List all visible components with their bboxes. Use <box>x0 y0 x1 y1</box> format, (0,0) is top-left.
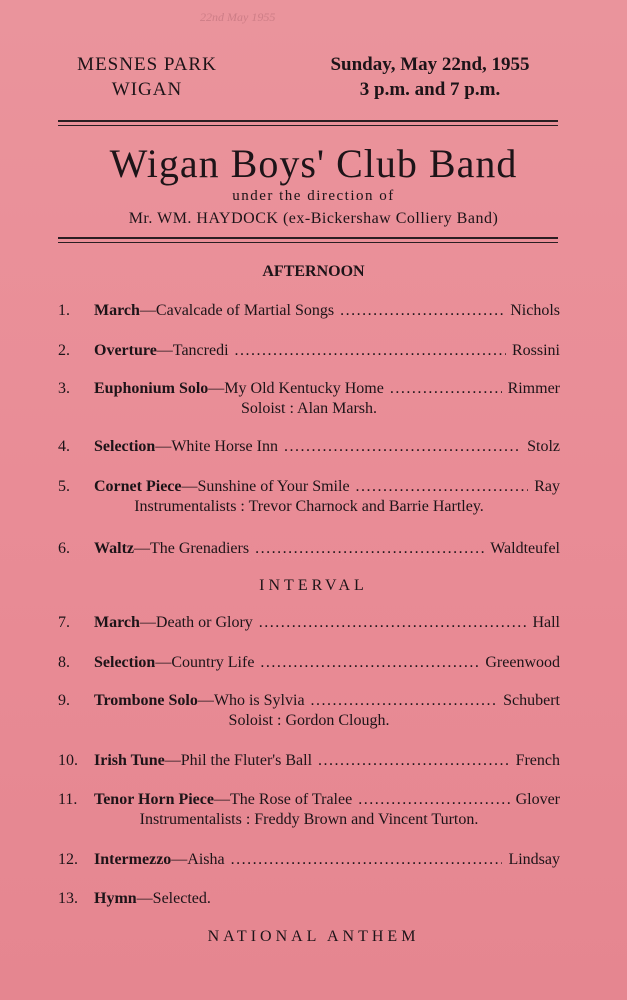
item-title: Selected. <box>152 890 211 907</box>
item-category: March <box>94 302 140 319</box>
programme-item: 3. Euphonium Solo — My Old Kentucky Home ..... Rimmer Soloist : Alan Marsh. <box>58 380 560 418</box>
item-number: 2. <box>58 342 70 359</box>
concert-date: Sunday, May 22nd, 1955 <box>330 54 530 75</box>
item-number: 5. <box>58 478 70 495</box>
item-number: 13. <box>58 890 78 907</box>
item-performers: Instrumentalists : Freddy Brown and Vincent Turton. <box>139 811 479 828</box>
item-category: Euphonium Solo <box>94 380 209 397</box>
item-composer: Lindsay <box>508 851 560 868</box>
item-performers: Soloist : Gordon Clough. <box>228 712 390 729</box>
item-number: 4. <box>58 438 70 455</box>
item-number: 1. <box>58 302 70 319</box>
item-performers: Instrumentalists : Trevor Charnock and Barrie Hartley. <box>134 498 484 515</box>
item-title: Who is Sylvia <box>213 692 305 709</box>
item-number: 10. <box>58 752 78 769</box>
item-number: 8. <box>58 654 70 671</box>
item-number: 11. <box>58 791 78 808</box>
item-title: Country Life <box>171 654 255 671</box>
date-time <box>290 52 570 102</box>
programme-item: 9. Trombone Solo — Who is Sylvia ..... Schubert Soloist : Gordon Clough. <box>58 692 560 730</box>
director-line: Mr. WM. HAYDOCK (ex-Bickershaw Colliery Band) <box>128 210 499 227</box>
programme-item: 8. Selection — Country Life ..... Greenwood <box>58 654 560 672</box>
item-composer: Schubert <box>503 692 560 709</box>
header-rule-top <box>58 120 558 122</box>
item-number: 7. <box>58 614 70 631</box>
item-category: Selection <box>94 438 156 455</box>
section-heading-afternoon: AFTERNOON <box>262 263 365 280</box>
item-title: Death or Glory <box>155 614 253 631</box>
title-rule-bottom <box>58 242 558 243</box>
item-number: 12. <box>58 851 78 868</box>
programme-item: 4. Selection — White Horse Inn ..... Stolz <box>58 438 560 456</box>
programme-item: 7. March — Death or Glory ..... Hall <box>58 614 560 632</box>
item-title: The Rose of Tralee <box>229 791 353 808</box>
item-composer: Hall <box>532 614 560 631</box>
item-composer: Rimmer <box>507 380 560 397</box>
item-category: Hymn <box>94 890 137 907</box>
item-category: Overture <box>94 342 157 359</box>
programme-item: 13. Hymn — Selected. <box>58 890 211 907</box>
item-performers: Soloist : Alan Marsh. <box>240 400 377 417</box>
item-composer: Waldteufel <box>490 540 560 557</box>
venue-line-1: MESNES PARK <box>77 54 217 75</box>
programme-item: 2. Overture — Tancredi ..... Rossini <box>58 342 560 360</box>
concert-times: 3 p.m. and 7 p.m. <box>359 79 501 100</box>
item-category: Irish Tune <box>94 752 165 769</box>
item-composer: Rossini <box>511 342 560 359</box>
item-title: Aisha <box>187 851 225 868</box>
item-category: Tenor Horn Piece <box>94 791 214 808</box>
programme-item: 5. Cornet Piece — Sunshine of Your Smile ..... Ray Instrumentalists : Trevor Charnock and Barrie Hartley. <box>58 478 560 516</box>
item-composer: Glover <box>515 791 560 808</box>
title-rule-top <box>58 237 558 239</box>
anthem-heading: NATIONAL ANTHEM <box>207 928 420 945</box>
item-category: Trombone Solo <box>94 692 198 709</box>
venue <box>52 52 242 102</box>
item-title: My Old Kentucky Home <box>224 380 384 397</box>
programme-item: 1. March — Cavalcade of Martial Songs ..... Nichols <box>58 302 560 320</box>
item-composer: French <box>515 752 560 769</box>
item-composer: Ray <box>534 478 560 495</box>
item-title: The Grenadiers <box>150 540 250 557</box>
item-number: 6. <box>58 540 70 557</box>
item-title: Tancredi <box>172 342 229 359</box>
programme-item: 10. Irish Tune — Phil the Fluter's Ball ..... French <box>58 752 560 770</box>
interval-heading: INTERVAL <box>259 577 368 594</box>
programme-item: 6. Waltz — The Grenadiers ..... Waldteufel <box>58 540 560 558</box>
direction-caption: under the direction of <box>232 188 395 204</box>
item-title: Cavalcade of Martial Songs <box>155 302 335 319</box>
item-title: Phil the Fluter's Ball <box>180 752 313 769</box>
item-composer: Nichols <box>510 302 560 319</box>
item-category: March <box>94 614 140 631</box>
item-composer: Greenwood <box>485 654 560 671</box>
handwritten-note: 22nd May 1955 <box>200 10 276 24</box>
item-category: Intermezzo <box>94 851 172 868</box>
item-category: Cornet Piece <box>94 478 182 495</box>
band-title: Wigan Boys' Club Band <box>109 141 518 186</box>
item-category: Waltz <box>94 540 134 557</box>
programme-item: 12. Intermezzo — Aisha ..... Lindsay <box>58 851 560 869</box>
item-category: Selection <box>94 654 156 671</box>
venue-line-2: WIGAN <box>111 79 183 100</box>
programme-item: 11. Tenor Horn Piece — The Rose of Tralee ..... Glover Instrumentalists : Freddy Brown and Vincent Turton. <box>58 791 560 829</box>
header-rule-bottom <box>58 125 558 126</box>
item-title: Sunshine of Your Smile <box>197 478 350 495</box>
item-number: 9. <box>58 692 70 709</box>
item-composer: Stolz <box>527 438 560 455</box>
item-title: White Horse Inn <box>171 438 278 455</box>
item-number: 3. <box>58 380 70 397</box>
